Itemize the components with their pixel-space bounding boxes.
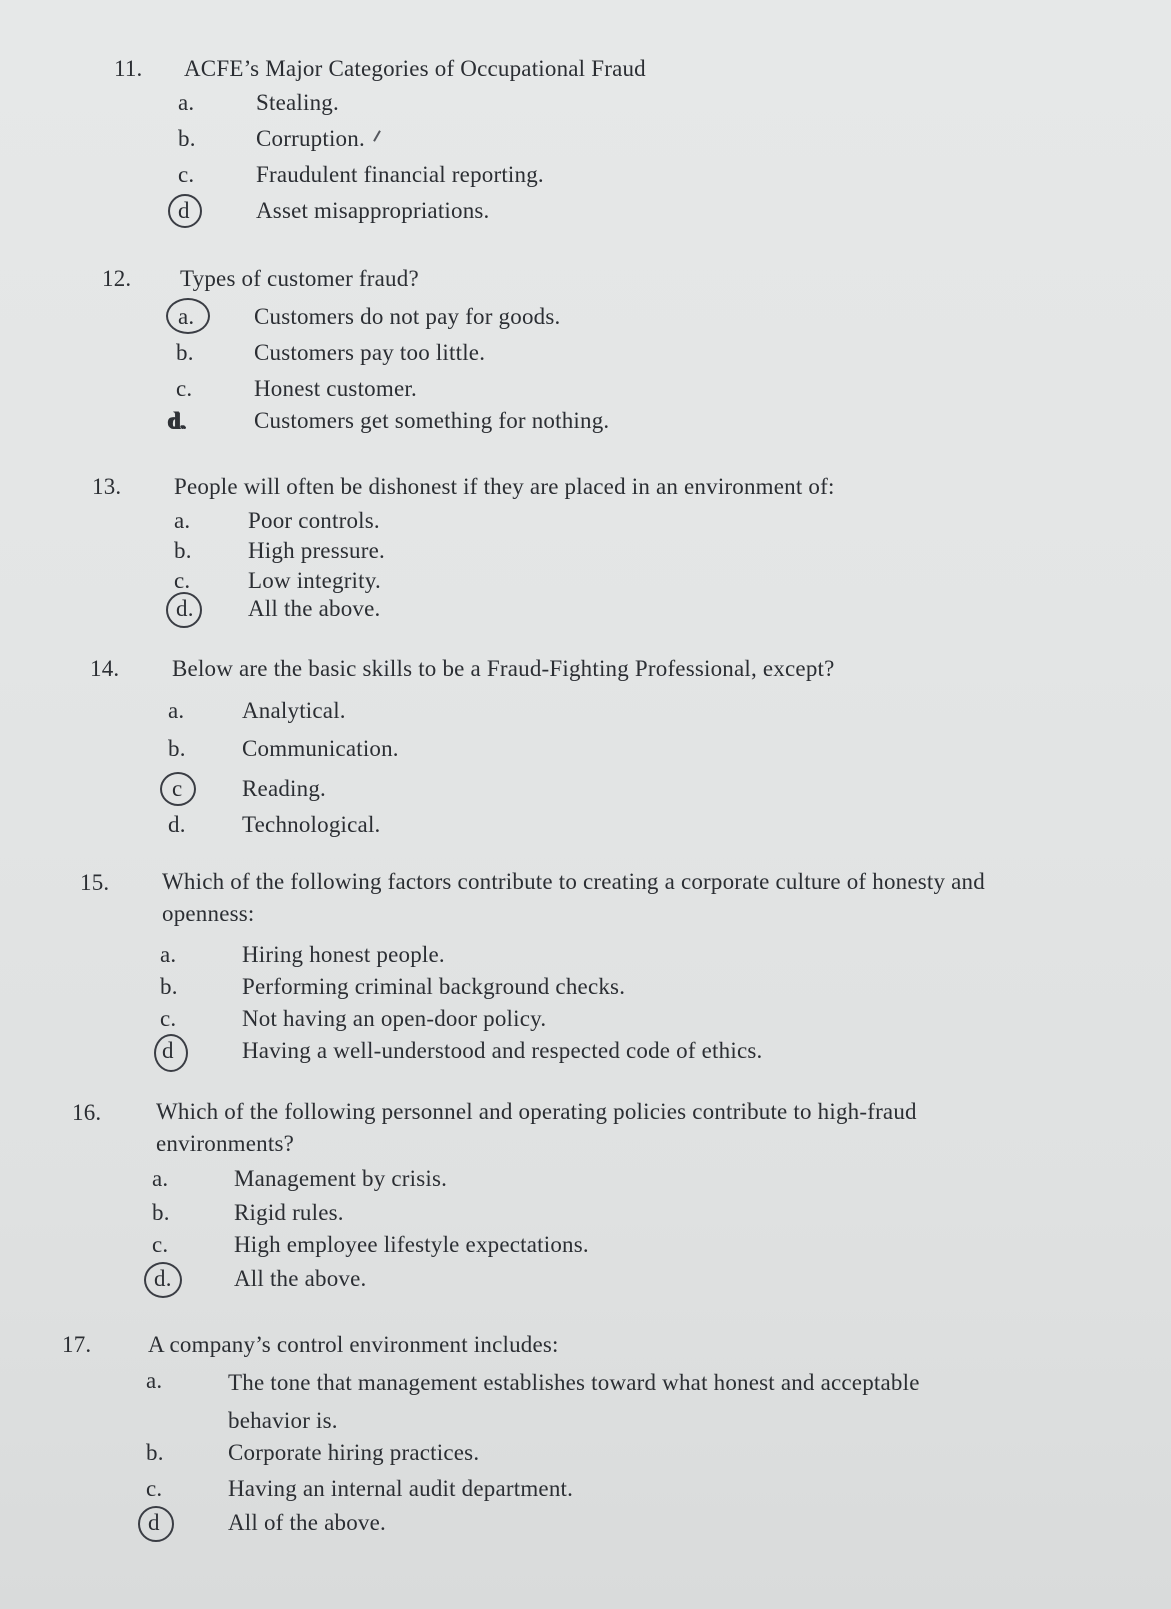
question-16 xyxy=(72,1100,1032,1300)
question-17 xyxy=(62,1332,1042,1535)
question-15 xyxy=(80,870,1020,1070)
option-letter: c. xyxy=(152,1232,169,1257)
option-letter: a. xyxy=(160,942,177,967)
option-text: Not having an open-door policy. xyxy=(242,1006,547,1031)
question-11 xyxy=(114,56,814,236)
option-letter: d. xyxy=(176,596,194,621)
option-letter: a. xyxy=(146,1368,163,1393)
option-letter: c. xyxy=(174,568,191,593)
option-text: Having an internal audit department. xyxy=(228,1476,574,1501)
question-number: 12. xyxy=(102,266,132,291)
question-text: Which of the following personnel and operating policies contribute to high-fraud environments? xyxy=(156,1099,917,1156)
question-number: 11. xyxy=(114,56,143,81)
option-letter: d. xyxy=(168,812,186,837)
question-text: Types of customer fraud? xyxy=(180,266,419,291)
option-text: Performing criminal background checks. xyxy=(242,974,626,999)
option-text: Customers pay too little. xyxy=(254,340,486,365)
option-letter: b. xyxy=(178,126,196,151)
question-number: 15. xyxy=(80,870,110,895)
option-letter: c. xyxy=(160,1006,177,1031)
question-number: 16. xyxy=(72,1100,102,1125)
option-text: Honest customer. xyxy=(254,376,417,401)
option-letter: a. xyxy=(152,1166,169,1191)
option-text: Reading. xyxy=(242,776,326,801)
question-text: Below are the basic skills to be a Fraud-Fighting Professional, except? xyxy=(172,656,835,681)
option-letter-scribbled: d. xyxy=(168,408,186,433)
option-letter: c. xyxy=(176,376,193,401)
question-text: ACFE’s Major Categories of Occupational Fraud xyxy=(184,56,646,81)
option-text: High employee lifestyle expectations. xyxy=(234,1232,589,1257)
option-letter: a. xyxy=(178,90,195,115)
option-text: Stealing. xyxy=(256,90,339,115)
option-text: Customers get something for nothing. xyxy=(254,408,610,433)
option-text: Rigid rules. xyxy=(234,1200,344,1225)
option-text: Asset misappropriations. xyxy=(256,198,490,223)
option-letter: c. xyxy=(178,162,195,187)
option-letter: d xyxy=(162,1038,174,1063)
option-letter: a. xyxy=(178,304,195,329)
option-text: Technological. xyxy=(242,812,381,837)
option-letter: a. xyxy=(168,698,185,723)
option-letter: b. xyxy=(176,340,194,365)
option-letter: d. xyxy=(154,1266,172,1291)
option-text: All the above. xyxy=(234,1266,367,1291)
question-number: 14. xyxy=(90,656,120,681)
option-text: Management by crisis. xyxy=(234,1166,448,1191)
question-13 xyxy=(92,474,992,634)
option-letter: b. xyxy=(174,538,192,563)
question-number: 13. xyxy=(92,474,122,499)
pen-tick-mark xyxy=(373,130,381,141)
option-text: High pressure. xyxy=(248,538,385,563)
option-text: Customers do not pay for goods. xyxy=(254,304,561,329)
question-number: 17. xyxy=(62,1332,92,1357)
option-text: Communication. xyxy=(242,736,399,761)
question-text: People will often be dishonest if they are placed in an environment of: xyxy=(174,474,835,499)
question-text: Which of the following factors contribute to creating a corporate culture of honesty and openness: xyxy=(162,869,985,926)
option-text: All of the above. xyxy=(228,1510,386,1535)
option-text: Poor controls. xyxy=(248,508,380,533)
option-letter: d xyxy=(178,198,190,223)
option-text: The tone that management establishes toward what honest and acceptable behavior is. xyxy=(228,1370,920,1433)
option-letter: b. xyxy=(160,974,178,999)
question-12 xyxy=(102,266,802,446)
option-letter: b. xyxy=(168,736,186,761)
option-letter: d xyxy=(148,1510,160,1535)
question-text: A company’s control environment includes: xyxy=(148,1332,559,1357)
option-letter: a. xyxy=(174,508,191,533)
option-text: Hiring honest people. xyxy=(242,942,445,967)
option-letter: b. xyxy=(146,1440,164,1465)
option-letter: c. xyxy=(146,1476,163,1501)
option-text: Low integrity. xyxy=(248,568,381,593)
option-letter: b. xyxy=(152,1200,170,1225)
option-text: Fraudulent financial reporting. xyxy=(256,162,544,187)
option-text: All the above. xyxy=(248,596,381,621)
option-text: Corporate hiring practices. xyxy=(228,1440,480,1465)
option-text: Analytical. xyxy=(242,698,346,723)
option-text: Having a well-understood and respected code of ethics. xyxy=(242,1038,763,1063)
option-text: Corruption. xyxy=(256,126,365,151)
question-14 xyxy=(90,656,990,836)
option-letter: c xyxy=(172,776,183,801)
